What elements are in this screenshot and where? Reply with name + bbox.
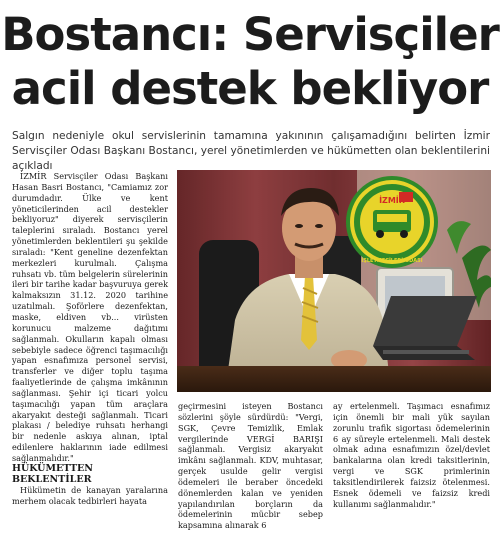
- emblem-top-text: İZMİR: [379, 196, 405, 205]
- subheading: HÜKÜMETTEN BEKLENTİLER: [12, 462, 93, 485]
- emblem-bottom-text: İŞLETMECİLERİ ODASI: [361, 258, 423, 264]
- lead-paragraph: Salgın nedeniyle okul servislerinin tamamına yakınının çalışamadığını belirten İzmir Servisçiler Odası Başkanı Bostancı, yerel yönetimlerden ve hükümetten olan beklentilerini açıkladı: [12, 130, 490, 172]
- article-column-2: [178, 401, 323, 531]
- article-photo: [177, 170, 491, 392]
- body-paragraph: ay ertelenmeli. Taşımacı esnafımız için önemli bir mali yük sayılan zorunlu trafik sigortası ödemelerinin 6 ay süreyle ertelenmeli. Mali destek olmak adına esnafımızın özel/devlet bankalarına olan kredi taksitlerinin, vergi ve SGK primlerinin taksitlendirilerek faizsiz ötelenmesi. Esnek ödemeli ve faizsiz kredi kullanımı sağlanmalıdır.": [333, 401, 490, 509]
- article-column-3: [333, 401, 490, 509]
- body-paragraph: İZMİR Servisçiler Odası Başkanı Hasan Basri Bostancı, "Camiamız zor durumdadır. Ülke ve kent yöneticilerinden acil destekler bekliyoruz" diyerek servisçilerin taleplerini sıraladı. Bostancı yerel yönetimlerden beklentileri şu şekilde sıraladı: "Kent geneline dezenfektan merkezleri kurulmalı. Çalışma ruhsatı vb. tüm belgelerin sürelerinin ileri bir tarihe kadar başvuruya gerek kalmaksızın 31.12. 2020 tarihine uzatılmalı. Şoförlere dezenfektan, maske, eldiven vb... virüsten korunucu malzeme dağıtımı sağlanmalı. Okulların kapalı olması sebebiyle sadece öğrenci taşımacılığı yapan esnafımıza personel servisi, transferler ve diğer toplu taşıma faaliyetlerinde de çalışma imkânının sağlanması. Şehir içi ticari yolcu taşımacılığı yapan tüm araçlara akaryakıt desteği sağlanmalı. Ticari plakası / belediye ruhsatı herhangi bir nedenle askıya alınan, iptal edilenlere haklarının iade edilmesi sağlanmalıdır.": [12, 171, 168, 463]
- photo-illustration: [177, 170, 491, 392]
- headline-line-2: acil destek bekliyor: [11, 62, 489, 115]
- body-paragraph: Hükümetin de kanayan yaralarına merhem olacak tedbirleri hayata: [12, 485, 168, 507]
- headline-line-1: Bostancı: Servisçiler: [1, 8, 499, 61]
- body-paragraph: geçirmesini isteyen Bostancı sözlerini şöyle sürdürdü: "Vergi, SGK, Çevre Temizlik, Emlak vergilerinde VERGİ BARIŞI sağlanmalı. Vergisiz akaryakıt imkânı sağlanmalı. KDV, muhtasar, gerçek usulde gelir vergisi ödemeleri ile beraber öncedeki dönemlerden kalan ve yeniden yapılandırılan borçların da ödemelerinin mücbir sebep kapsamına alınarak 6: [178, 401, 323, 531]
- article-column-1: [12, 171, 168, 507]
- chamber-emblem: [346, 176, 438, 268]
